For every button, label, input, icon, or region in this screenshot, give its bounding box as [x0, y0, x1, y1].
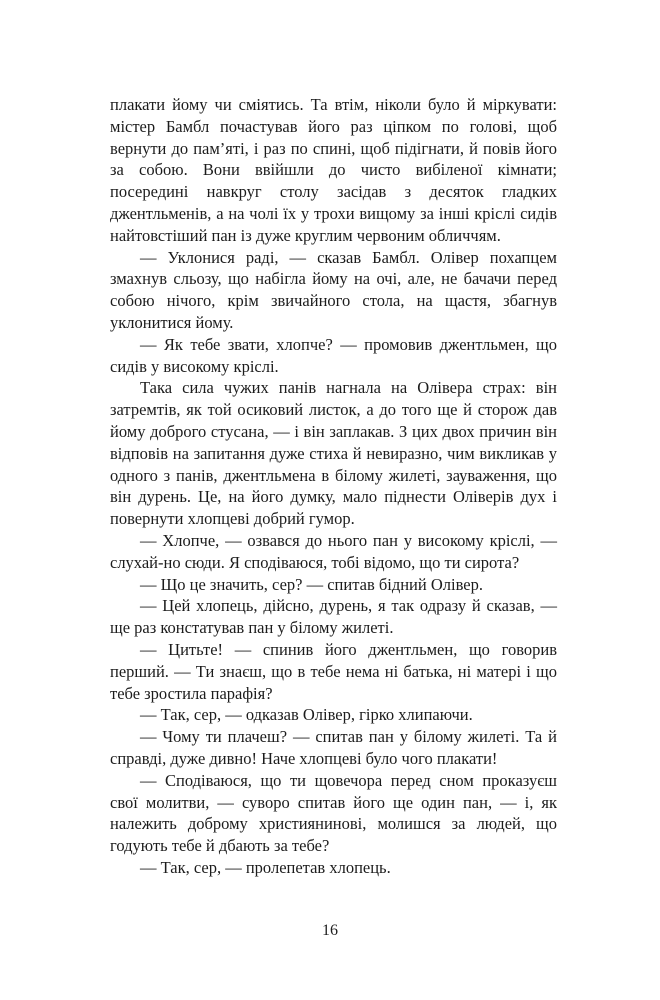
paragraph: — Так, сер, — пролепетав хлопець.	[140, 857, 391, 877]
paragraph: — Хлопче, — озвався до нього пан у високому кріслі, — слухай-но сюди. Я сподіваюся, тобі відомо, що ти сирота?	[110, 530, 557, 572]
page-number: 16	[322, 922, 338, 939]
paragraph: — Як тебе звати, хлопче? — промовив джентльмен, що сидів у високому кріслі.	[110, 334, 557, 376]
paragraph: — Так, сер, — одказав Олівер, гірко хлипаючи.	[140, 705, 473, 725]
paragraph: — Цитьте! — спинив його джентльмен, що говорив перший. — Ти знаєш, що в тебе нема ні батька, ні матері і що тебе зростила парафія?	[110, 639, 557, 703]
paragraph: — Чому ти плачеш? — спитав пан у білому жилеті. Та й справді, дуже дивно! Наче хлопцеві було чого плакати!	[110, 727, 557, 768]
paragraph: — Цей хлопець, дійсно, дурень, я так одразу й сказав, — ще раз констатував пан у білому жилеті.	[110, 596, 557, 638]
text-block	[110, 94, 557, 879]
paragraph: Така сила чужих панів нагнала на Олівера страх: він затремтів, як той осиковий листок, а до того ще й сторож дав йому доброго стусана, — і він заплакав. З цих двох причин він відповів на запитання дуже стиха й невиразно, чим викликав у одного з панів, джентльмена в білому жилеті, зауваження, що він дурень. Це, на його думку, мало піднести Оліверів дух і повернути хлопцеві добрий гумор.	[110, 378, 557, 529]
paragraph: — Сподіваюся, що ти щовечора перед сном проказуєш свої молитви, — суворо спитав його ще один пан, — і, як належить доброму християнинові, молишся за людей, що годують тебе й дбають за тебе?	[110, 770, 557, 856]
paragraph: — Що це значить, сер? — спитав бідний Олівер.	[140, 574, 483, 594]
paragraph: — Уклонися раді, — сказав Бамбл. Олівер похапцем змахнув сльозу, що набігла йому на очі, але, не бачачи перед собою нічого, крім звичайного стола, на щастя, збагнув уклонитися йому.	[110, 247, 557, 332]
paragraph: плакати йому чи сміятись. Та втім, ніколи було й міркувати: містер Бамбл почастував його раз ціпком по голові, щоб вернути до пам’яті, і раз по спині, щоб підігнати, й повів його за собою. Вони ввійшли до чисто вибіленої кімнати; посередині навкруг столу засідав з десяток гладких джентльменів, а на чолі їх у трохи вищому за інші кріслі сидів найтовстіший пан із дуже круглим червоним обличчям.	[110, 95, 557, 245]
